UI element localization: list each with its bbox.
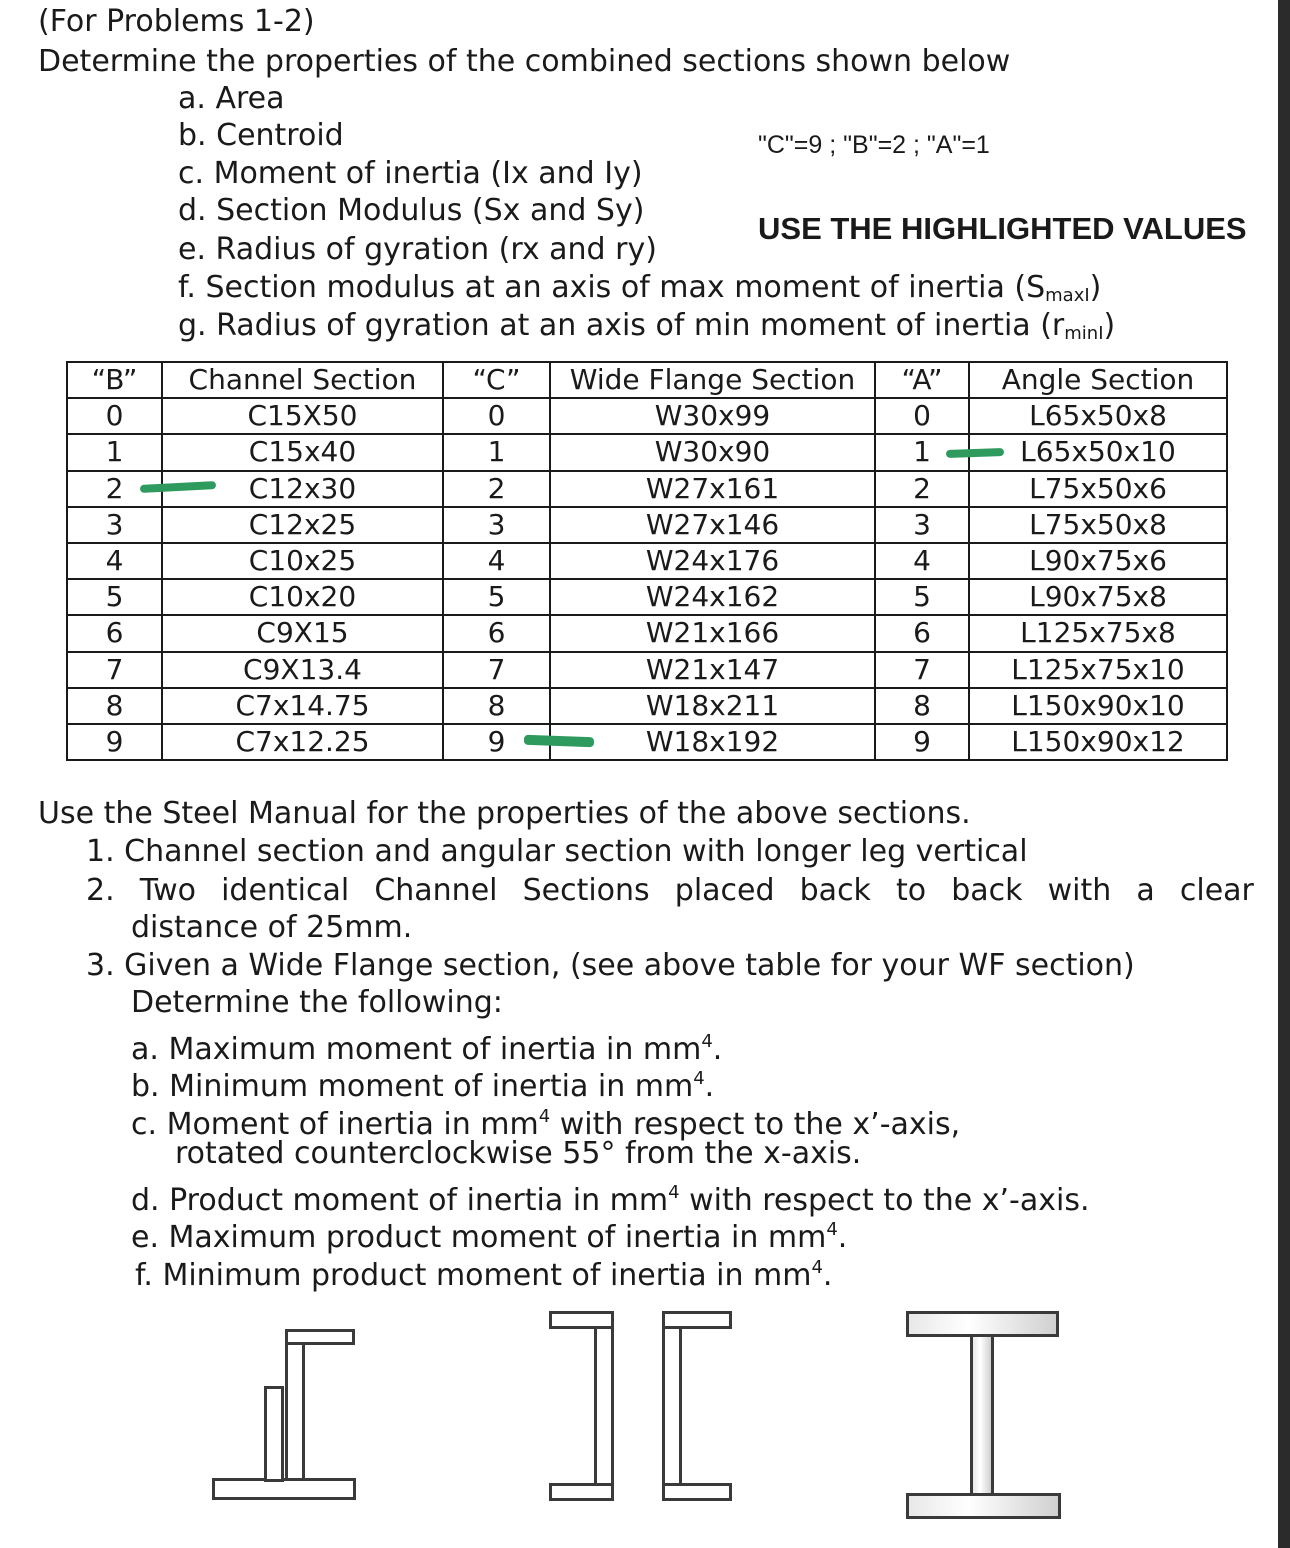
cell-wide-flange: W27x161 — [550, 471, 875, 507]
wf-f-text: f. Minimum product moment of inertia in mm — [135, 1258, 812, 1293]
wf-e-end: . — [837, 1220, 848, 1255]
cell-b-index: 8 — [67, 688, 162, 724]
cell-angle: L90x75x6 — [969, 543, 1227, 579]
cell-a-index: 4 — [875, 543, 969, 579]
item-2 — [86, 873, 1254, 909]
cell-channel: C7x14.75 — [162, 688, 443, 724]
cell-wide-flange: W21x166 — [550, 615, 875, 651]
header-channel: Channel Section — [162, 362, 443, 398]
cell-a-index: 3 — [875, 507, 969, 543]
cell-c-index: 0 — [443, 398, 550, 434]
smax-subscript: maxI — [1045, 285, 1090, 306]
cell-wide-flange: W21x147 — [550, 652, 875, 688]
property-item-section-modulus: d. Section Modulus (Sx and Sy) — [178, 193, 645, 228]
item-2-word: Sections — [522, 873, 650, 908]
cell-wide-flange: W27x146 — [550, 507, 875, 543]
header-angle: Angle Section — [969, 362, 1227, 398]
cell-c-index: 3 — [443, 507, 550, 543]
cell-channel: C9X15 — [162, 615, 443, 651]
wf-b-end: . — [704, 1069, 715, 1104]
wf-c-end: with respect to the x’-axis, — [550, 1107, 961, 1142]
wf-a-end: . — [712, 1032, 723, 1067]
cell-channel: C12x25 — [162, 507, 443, 543]
angle-vertical-leg — [264, 1386, 284, 1482]
cell-wide-flange: W18x192 — [550, 724, 875, 760]
table-header-row — [67, 362, 1227, 398]
wf-d-sup: 4 — [668, 1182, 680, 1203]
item-2-word: Two — [139, 873, 196, 908]
cell-wide-flange: W24x176 — [550, 543, 875, 579]
table-row — [67, 543, 1227, 579]
instruction-text: Determine the properties of the combined sections shown below — [38, 44, 1011, 79]
table-row — [67, 688, 1227, 724]
wf-c-sup: 4 — [538, 1106, 551, 1127]
cell-angle: L125x75x8 — [969, 615, 1227, 651]
wf-e-text: e. Maximum product moment of inertia in mm — [131, 1220, 827, 1255]
table-row — [67, 615, 1227, 651]
cell-b-index: 7 — [67, 652, 162, 688]
table-row — [67, 434, 1227, 470]
property-item-inertia: c. Moment of inertia (Ix and Iy) — [178, 156, 643, 191]
wf-f-end: . — [822, 1258, 833, 1293]
table-row — [67, 398, 1227, 434]
item-3: 3. Given a Wide Flange section, (see above table for your WF section) — [86, 948, 1135, 983]
cell-b-index: 1 — [67, 434, 162, 470]
cell-c-index: 8 — [443, 688, 550, 724]
cell-b-index: 6 — [67, 615, 162, 651]
smax-text: f. Section modulus at an axis of max moment of inertia (S — [178, 270, 1046, 305]
table-row — [67, 652, 1227, 688]
smax-close: ) — [1089, 270, 1102, 305]
cell-a-index: 2 — [875, 471, 969, 507]
item-2-word: with — [1047, 873, 1112, 908]
cell-b-index: 9 — [67, 724, 162, 760]
property-item-rmin — [178, 308, 1115, 352]
manual-note: Use the Steel Manual for the properties of the above sections. — [38, 796, 971, 831]
wf-bottom-flange — [906, 1493, 1061, 1519]
cell-wide-flange: W18x211 — [550, 688, 875, 724]
item-2-word: placed — [674, 873, 775, 908]
cell-b-index: 2 — [67, 471, 162, 507]
item-2-word: 2. — [86, 873, 115, 908]
cell-angle: L65x50x10 — [969, 434, 1227, 470]
right-channel-bottom-flange — [662, 1483, 732, 1501]
wf-d-end: with respect to the x’-axis. — [679, 1183, 1090, 1218]
item-2-word: clear — [1179, 873, 1254, 908]
wf-f-sup: 4 — [811, 1257, 823, 1278]
wf-b-text: b. Minimum moment of inertia in mm — [131, 1069, 694, 1104]
cell-a-index: 7 — [875, 652, 969, 688]
cell-c-index: 5 — [443, 579, 550, 615]
cell-c-index: 6 — [443, 615, 550, 651]
header-wide-flange: Wide Flange Section — [550, 362, 875, 398]
cell-b-index: 5 — [67, 579, 162, 615]
item-2-word: back — [951, 873, 1023, 908]
cell-angle: L65x50x8 — [969, 398, 1227, 434]
cell-channel: C10x20 — [162, 579, 443, 615]
item-2-word: a — [1136, 873, 1155, 908]
wf-item-rotation-note: rotated counterclockwise 55° from the x-axis. — [175, 1136, 862, 1171]
cell-a-index: 8 — [875, 688, 969, 724]
property-item-radius-gyration: e. Radius of gyration (rx and ry) — [178, 232, 657, 267]
student-code: "C"=9 ; "B"=2 ; "A"=1 — [758, 131, 990, 159]
table-row — [67, 579, 1227, 615]
wf-d-text: d. Product moment of inertia in mm — [131, 1183, 669, 1218]
cell-channel: C15x40 — [162, 434, 443, 470]
problems-heading: (For Problems 1-2) — [38, 4, 315, 39]
cell-wide-flange: W30x90 — [550, 434, 875, 470]
wf-item-min-product — [135, 1250, 832, 1294]
angle-horizontal-leg — [212, 1478, 356, 1500]
cell-b-index: 3 — [67, 507, 162, 543]
cell-c-index: 7 — [443, 652, 550, 688]
cell-a-index: 9 — [875, 724, 969, 760]
item-2-word: Channel — [374, 873, 498, 908]
cell-a-index: 1 — [875, 434, 969, 470]
right-channel-web — [662, 1326, 682, 1486]
rmin-close: ) — [1103, 308, 1116, 343]
rmin-text: g. Radius of gyration at an axis of min moment of inertia (r — [178, 308, 1065, 343]
wf-e-sup: 4 — [826, 1219, 838, 1240]
cell-wide-flange: W24x162 — [550, 579, 875, 615]
cell-wide-flange: W30x99 — [550, 398, 875, 434]
wf-a-sup: 4 — [701, 1031, 713, 1052]
cell-c-index: 9 — [443, 724, 550, 760]
header-b: “B” — [67, 362, 162, 398]
cell-angle: L125x75x10 — [969, 652, 1227, 688]
cell-angle: L75x50x8 — [969, 507, 1227, 543]
left-channel-web — [594, 1326, 614, 1486]
cell-a-index: 0 — [875, 398, 969, 434]
cell-channel: C10x25 — [162, 543, 443, 579]
item-2-word: back — [799, 873, 871, 908]
right-edge-bar — [1278, 0, 1290, 1548]
wf-b-sup: 4 — [693, 1068, 705, 1089]
wf-a-text: a. Maximum moment of inertia in mm — [131, 1032, 702, 1067]
cell-b-index: 0 — [67, 398, 162, 434]
cell-c-index: 2 — [443, 471, 550, 507]
header-a: “A” — [875, 362, 969, 398]
section-table — [66, 361, 1228, 761]
property-item-centroid: b. Centroid — [178, 118, 344, 153]
cell-angle: L150x90x10 — [969, 688, 1227, 724]
item-1: 1. Channel section and angular section with longer leg vertical — [86, 834, 1028, 869]
cell-angle: L90x75x8 — [969, 579, 1227, 615]
item-3-continuation: Determine the following: — [131, 985, 503, 1020]
property-item-area: a. Area — [178, 81, 285, 116]
item-2-continuation: distance of 25mm. — [131, 910, 413, 945]
item-2-word: to — [896, 873, 927, 908]
cell-a-index: 5 — [875, 579, 969, 615]
cell-c-index: 4 — [443, 543, 550, 579]
rmin-subscript: minI — [1064, 323, 1104, 344]
cell-channel: C12x30 — [162, 471, 443, 507]
table-row — [67, 724, 1227, 760]
cell-channel: C15X50 — [162, 398, 443, 434]
cell-a-index: 6 — [875, 615, 969, 651]
cell-c-index: 1 — [443, 434, 550, 470]
highlight-note: USE THE HIGHLIGHTED VALUES — [758, 211, 1247, 246]
cell-b-index: 4 — [67, 543, 162, 579]
wf-c-text: c. Moment of inertia in mm — [131, 1107, 539, 1142]
item-2-word: identical — [221, 873, 350, 908]
channel-web — [285, 1342, 305, 1481]
wf-web — [970, 1334, 994, 1496]
cell-channel: C9X13.4 — [162, 652, 443, 688]
cell-angle: L75x50x6 — [969, 471, 1227, 507]
left-channel-bottom-flange — [549, 1483, 614, 1501]
header-c: “C” — [443, 362, 550, 398]
table-row — [67, 471, 1227, 507]
cell-channel: C7x12.25 — [162, 724, 443, 760]
cell-angle: L150x90x12 — [969, 724, 1227, 760]
table-row — [67, 507, 1227, 543]
